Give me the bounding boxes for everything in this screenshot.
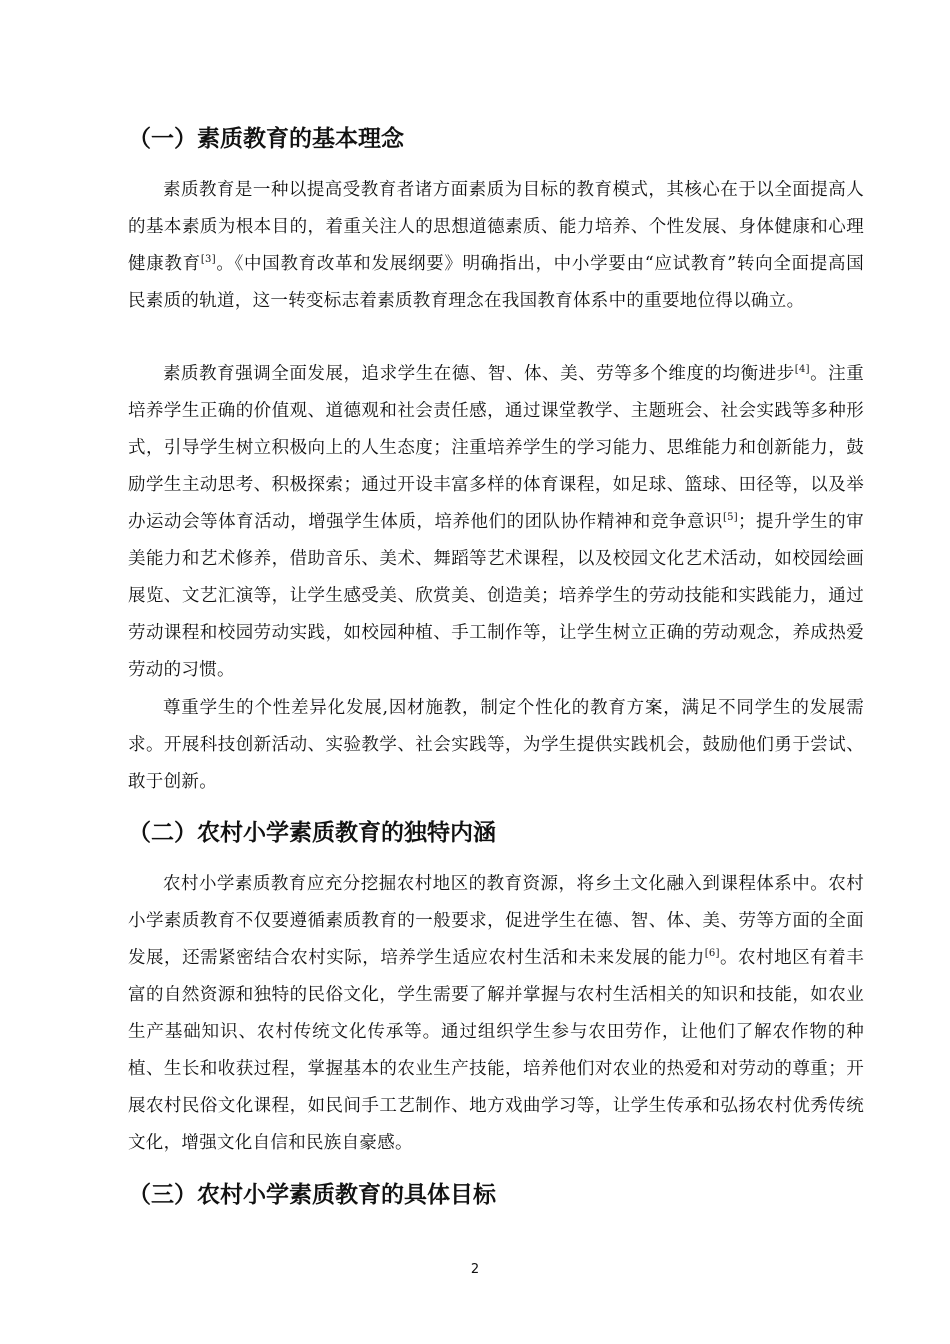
paragraph-1-2 bbox=[128, 356, 864, 689]
citation-ref: [4] bbox=[794, 364, 810, 375]
section-heading-3: （三）农村小学素质教育的具体目标 bbox=[128, 1182, 496, 1208]
paragraph-text: 农村小学素质教育应充分挖掘农村地区的教育资源，将乡土文化融入到课程体系中。农村小学素质教育不仅要遵循素质教育的一般要求，促进学生在德、智、体、美、劳等方面的全面发展，还需紧密结合农村实际，培养学生适应农村生活和未来发展的能力 bbox=[128, 874, 864, 968]
paragraph-1-3 bbox=[128, 690, 864, 801]
paragraph-text: 尊重学生的个性差异化发展,因材施教，制定个性化的教育方案，满足不同学生的发展需求。开展科技创新活动、实验教学、社会实践等，为学生提供实践机会，鼓励他们勇于尝试、敢于创新。 bbox=[128, 698, 864, 792]
paragraph-text: 素质教育强调全面发展，追求学生在德、智、体、美、劳等多个维度的均衡进步 bbox=[163, 364, 795, 384]
section-heading-1: （一）素质教育的基本理念 bbox=[128, 126, 404, 152]
section-heading-2: （二）农村小学素质教育的独特内涵 bbox=[128, 820, 496, 846]
paragraph-text: ；提升学生的审美能力和艺术修养，借助音乐、美术、舞蹈等艺术课程，以及校园文化艺术活动，如校园绘画展览、文艺汇演等，让学生感受美、欣赏美、创造美；培养学生的劳动技能和实践能力，通过劳动课程和校园劳动实践，如校园种植、手工制作等，让学生树立正确的劳动观念，养成热爱劳动的习惯。 bbox=[128, 512, 864, 680]
citation-ref: [3] bbox=[200, 254, 216, 265]
paragraph-2-1 bbox=[128, 866, 864, 1162]
paragraph-text: 素质教育是一种以提高受教育者诸方面素质为目标的教育模式，其核心在于以全面提高人的基本素质为根本目的，着重关注人的思想道德素质、能力培养、个性发展、身体健康和心理健康教育 bbox=[128, 180, 864, 274]
paragraph-text: 。农村地区有着丰富的自然资源和独特的民俗文化，学生需要了解并掌握与农村生活相关的知识和技能，如农业生产基础知识、农村传统文化传承等。通过组织学生参与农田劳作，让他们了解农作物的种植、生长和收获过程，掌握基本的农业生产技能，培养他们对农业的热爱和对劳动的尊重；开展农村民俗文化课程，如民间手工艺制作、地方戏曲学习等，让学生传承和弘扬农村优秀传统文化，增强文化自信和民族自豪感。 bbox=[128, 948, 864, 1153]
citation-ref: [5] bbox=[722, 512, 739, 523]
page-number: 2 bbox=[470, 1262, 480, 1277]
paragraph-1-1 bbox=[128, 172, 864, 320]
paragraph-text: 。注重培养学生正确的价值观、道德观和社会责任感，通过课堂教学、主题班会、社会实践等多种形式，引导学生树立积极向上的人生态度；注重培养学生的学习能力、思维能力和创新能力，鼓励学生主动思考、积极探索；通过开设丰富多样的体育课程，如足球、篮球、田径等，以及举办运动会等体育活动，增强学生体质，培养他们的团队协作精神和竞争意识 bbox=[128, 364, 864, 532]
citation-ref: [6] bbox=[704, 948, 720, 959]
paragraph-text: 。《中国教育改革和发展纲要》明确指出，中小学要由“应试教育”转向全面提高国民素质的轨道，这一转变标志着素质教育理念在我国教育体系中的重要地位得以确立。 bbox=[128, 254, 864, 311]
